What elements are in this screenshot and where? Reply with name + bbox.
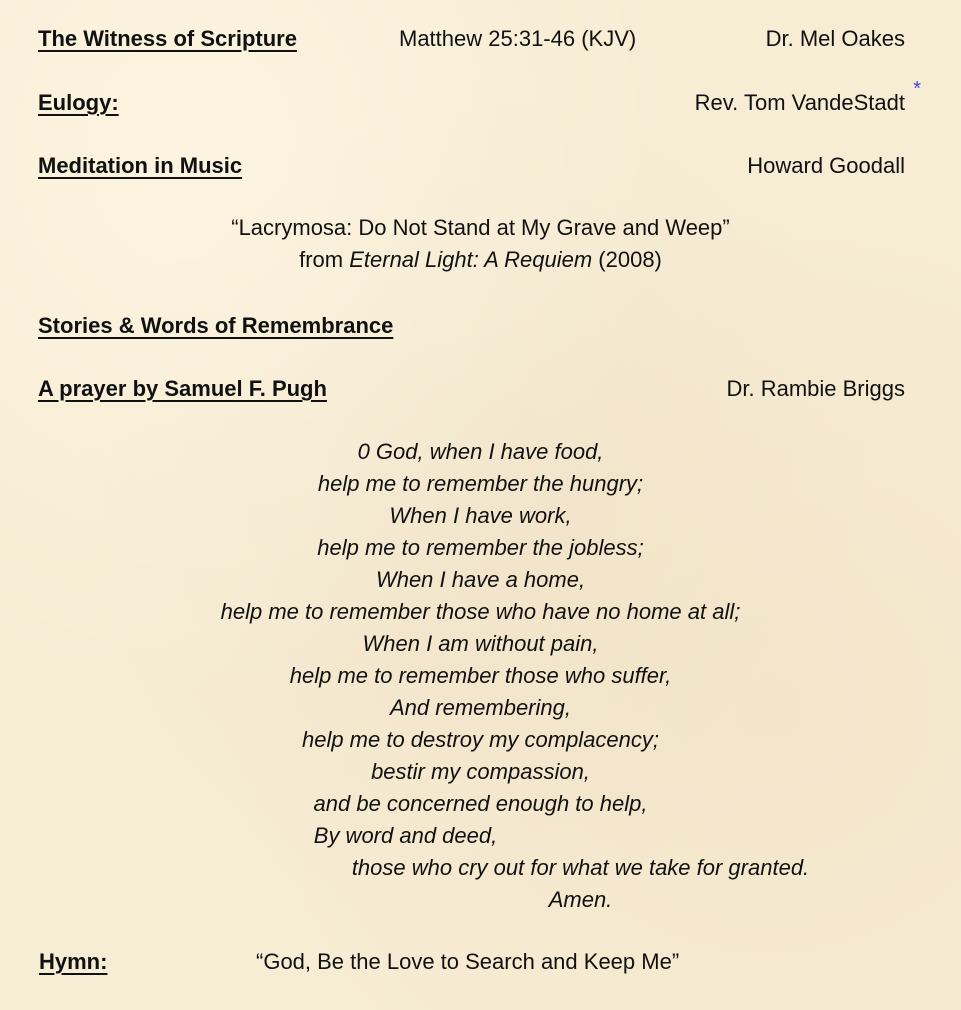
stories-row bbox=[0, 311, 961, 341]
prayer-line: And remembering, bbox=[390, 695, 571, 720]
scripture-heading: The Witness of Scripture bbox=[38, 26, 297, 51]
music-heading: Meditation in Music bbox=[38, 153, 243, 178]
scripture-reader: Dr. Mel Oakes bbox=[765, 26, 905, 51]
prayer-line: and be concerned enough to help, bbox=[313, 791, 648, 816]
eulogy-speaker: Rev. Tom VandeStadt bbox=[694, 90, 905, 115]
scripture-reference: Matthew 25:31-46 (KJV) bbox=[399, 26, 637, 51]
prayer-line: By word and deed, bbox=[313, 823, 498, 848]
prayer-line: help me to destroy my complacency; bbox=[301, 727, 660, 752]
prayer-line: 0 God, when I have food, bbox=[357, 439, 604, 464]
asterisk-mark: * bbox=[913, 78, 921, 100]
prayer-line: When I have work, bbox=[389, 503, 572, 528]
prayer-text bbox=[0, 436, 961, 916]
prayer-heading: A prayer by Samuel F. Pugh bbox=[38, 376, 327, 401]
prayer-line: Amen. bbox=[548, 887, 613, 912]
prayer-line: When I am without pain, bbox=[362, 631, 599, 656]
scripture-row bbox=[0, 24, 961, 54]
prayer-line: help me to remember those who suffer, bbox=[289, 663, 672, 688]
prayer-line: help me to remember the hungry; bbox=[317, 471, 644, 496]
music-row bbox=[0, 151, 961, 181]
prayer-line: help me to remember the jobless; bbox=[317, 535, 644, 560]
prayer-line: bestir my compassion, bbox=[371, 759, 590, 784]
prayer-line: those who cry out for what we take for granted. bbox=[351, 855, 810, 880]
hymn-heading: Hymn: bbox=[39, 949, 108, 974]
music-piece-title: “Lacrymosa: Do Not Stand at My Grave and Weep” bbox=[231, 215, 730, 240]
music-work: Eternal Light: A Requiem bbox=[349, 247, 593, 272]
music-from: from bbox=[299, 247, 350, 272]
prayer-row bbox=[0, 374, 961, 404]
prayer-leader: Dr. Rambie Briggs bbox=[726, 376, 905, 401]
prayer-line: help me to remember those who have no home at all; bbox=[220, 599, 741, 624]
prayer-line: When I have a home, bbox=[375, 567, 586, 592]
eulogy-heading: Eulogy: bbox=[38, 90, 119, 115]
music-composer: Howard Goodall bbox=[747, 153, 905, 178]
music-source bbox=[0, 247, 961, 273]
hymn-title: “God, Be the Love to Search and Keep Me” bbox=[256, 949, 680, 974]
stories-heading: Stories & Words of Remembrance bbox=[38, 313, 394, 338]
music-year: (2008) bbox=[592, 247, 662, 272]
eulogy-row bbox=[0, 88, 961, 118]
hymn-row bbox=[0, 947, 961, 977]
